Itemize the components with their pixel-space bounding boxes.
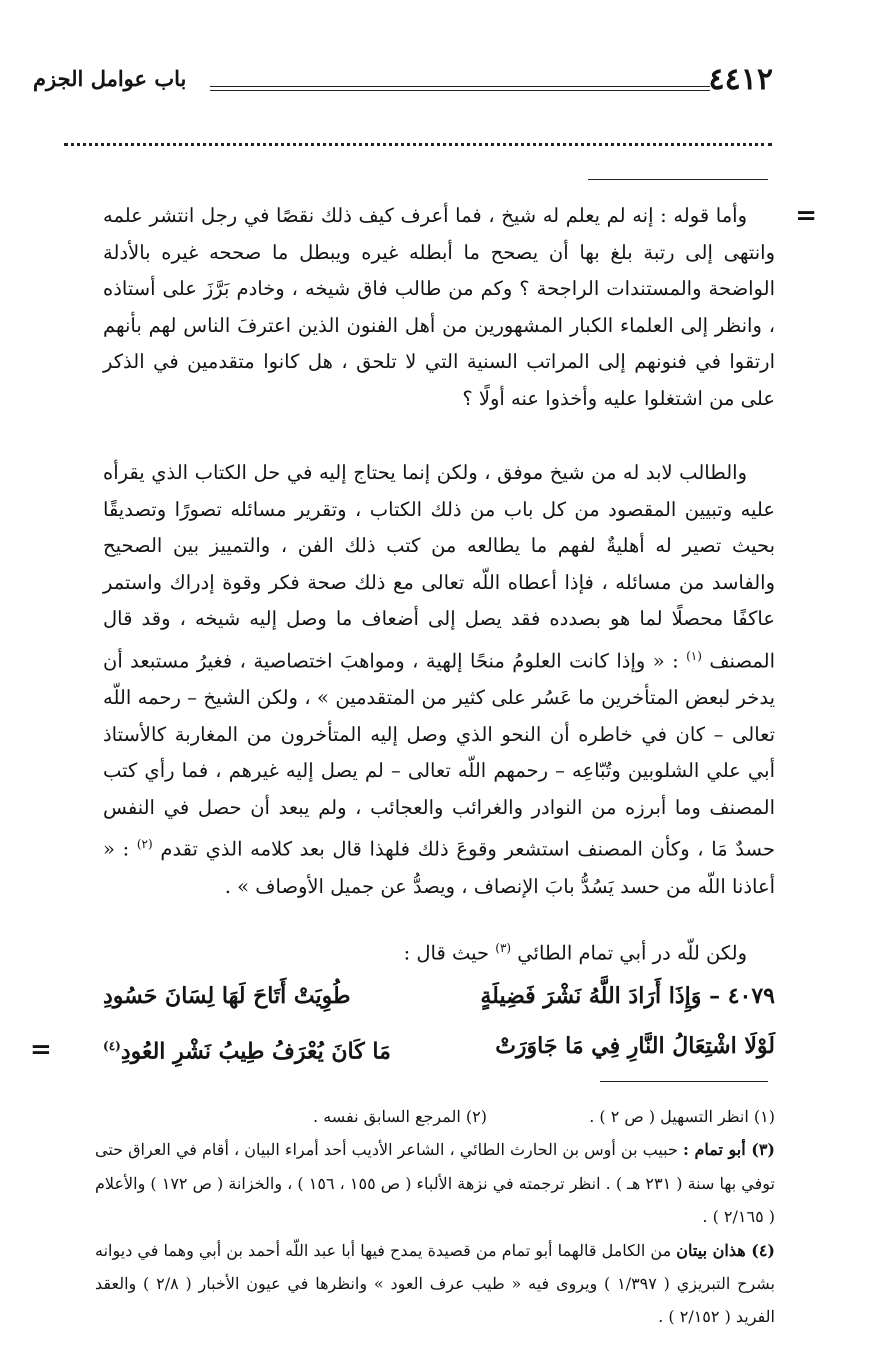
paragraph-1: [103, 198, 775, 418]
footnote-3: [95, 1133, 775, 1233]
poem-line-2-second-wrap: [103, 1024, 391, 1073]
poem-number: ٤٠٧٩ –: [709, 983, 775, 1009]
continuation-mark-start: =: [795, 201, 817, 231]
poem-line-2: [103, 1024, 775, 1073]
continuation-mark-end: =: [30, 1035, 52, 1065]
footnotes: [95, 1100, 775, 1334]
footnote-ref-1: (١): [686, 648, 702, 663]
chapter-title: باب عوامل الجزم: [33, 66, 187, 91]
footnote-rule: [600, 1081, 768, 1082]
paragraph-3-tail: حيث قال :: [403, 941, 490, 965]
quote-1: « وإذا كانت العلومُ منحًا إلهية ، ومواهبَ اختصاصية ، فغيرُ مستبعد أن يدخر لبعض المتأخرين ما عَسُر على كثير من المتقدمين » ، ولكن الشيخ – رحمه اللّه تعالى – كان في خاطره أن النحو الذي وصل إليه المتأخرون من المغاربة كالأستاذ أبي علي الشلوبين وتُبّاعِه – رحمهم اللّه تعالى – لم يصل إليه غيرهم ، فما رأي كتب المصنف وما أبرزه من النوادر والغرائب والعجائب ، ولم يبعد أن حصل في النفس حسدٌ مَا ، وكأن المصنف استشعر وقوعَ ذلك فلهذا قال بعد كلامه الذي تقدم: [103, 649, 775, 861]
footnote-3-text: حبيب بن أوس بن الحارث الطائي ، الشاعر الأديب أحد أمراء البيان ، أقام في العراق حتى توفي بها سنة ( ٢٣١ هـ ) . انظر ترجمته في نزهة الألباء ( ص ١٥٥ ، ١٥٦ ) ، والخزانة ( ص ١٧٢ ) والأعلام ( ٢/١٦٥ ) .: [95, 1140, 775, 1227]
poem-line-2-first: لَوْلَا اشْتِعَالُ النَّارِ فِي مَا جَاوَرَتْ: [495, 1033, 775, 1059]
page-number: ٤٤١٢: [708, 62, 773, 97]
quote-2: « أعاذنا اللّه من حسد يَسُدُّ بابَ الإنصاف ، ويصدُّ عن جميل الأوصاف » .: [103, 837, 775, 898]
paragraph-2-text: والطالب لابد له من شيخ موفق ، ولكن إنما يحتاج إليه في حل الكتاب الذي يقرأه عليه وتبيين المقصود من كل باب من ذلك الكتاب ، وتقرير مسائله تصورًا وتصديقًا بحيث تصير له أهليةٌ لفهم ما يطالعه من كتب ذلك الفن ، والتمييز بين الصحيح والفاسد من مسائله ، فإذا أعطاه اللّه تعالى مع ذلك صحة فكر وقوة إدراك واستمر عاكفًا محصلًا لما هو بصدده فقد يصل إلى أضعاف ما وصل إليه شيخه ، وقد قال المصنف: [103, 461, 775, 673]
poem-line-1-first-text: وَإِذَا أَرَادَ اللَّهُ نَشْرَ فَضِيلَةٍ: [480, 983, 702, 1009]
footnote-1: (١) انظر التسهيل ( ص ٢ ) .: [589, 1107, 775, 1126]
footnote-row-1: [95, 1100, 775, 1133]
header-double-rule: [210, 86, 710, 91]
paragraph-3-body: [103, 930, 775, 972]
paragraph-2-body: والطالب لابد له من شيخ موفق ، ولكن إنما يحتاج إليه في حل الكتاب الذي يقرأه عليه وتبيين المقصود من كل باب من ذلك الكتاب ، وتقرير مسائله تصورًا وتصديقًا بحيث تصير له أهليةٌ لفهم ما يطالعه من كتب ذلك الفن ، والتمييز بين الصحيح والفاسد من مسائله ، فإذا أعطاه اللّه تعالى مع ذلك صحة فكر وقوة إدراك واستمر عاكفًا محصلًا لما هو بصدده فقد يصل إلى أضعاف ما وصل إليه شيخه ، وقد قال المصنف $^{(١)}$ : « وإذا كانت العلومُ منحًا إلهية ، ومواهبَ اختصاصية ، فغيرُ مستبعد أن يدخر لبعض المتأخرين ما عَسُر على كثير من المتقدمين » ، ولكن الشيخ – رحمه اللّه تعالى – كان في خاطره أن النحو الذي وصل إليه المتأخرون من المغاربة كالأستاذ أبي علي الشلوبين وتُبّاعِه – رحمهم اللّه تعالى – لم يصل إليه غيرهم ، فما رأي كتب المصنف وما أبرزه من النوادر والغرائب والعجائب ، ولم يبعد أن حصل في النفس حسدٌ مَا ، وكأن المصنف استشعر وقوعَ ذلك فلهذا قال بعد كلامه الذي تقدم $^{(٢)}$ : « أعاذنا اللّه من حسد يَسُدُّ بابَ الإنصاف ، ويصدُّ عن جميل الأوصاف » .: [103, 461, 775, 898]
paragraph-3-text: ولكن للّه در أبي تمام الطائي: [517, 941, 747, 965]
poem-line-1: [103, 974, 775, 1018]
poem-line-2-second: مَا كَانَ يُعْرَفُ طِيبُ نَشْرِ العُودِ: [120, 1038, 391, 1065]
footnote-ref-3: (٣): [495, 941, 512, 955]
footnote-ref-4: (٤): [103, 1039, 121, 1053]
footnote-4-text: من الكامل قالهما أبو تمام من قصيدة يمدح فيها أبا عبد اللّه أحمد بن أبي وهما في ديوانه بشرح التبريزي ( ١/٣٩٧ ) ويروى فيه « طيب عرف العود » وانظرها في عيون الأخبار ( ٢/٨ ) والعقد الفريد ( ٢/١٥٢ ) .: [95, 1240, 775, 1327]
footnote-ref-2: (٢): [136, 837, 153, 852]
footnote-3-label: (٣) أبو تمام :: [682, 1140, 775, 1160]
footnote-4: [95, 1234, 775, 1334]
paragraph-3: [103, 930, 775, 972]
paragraph-2: [103, 455, 775, 905]
short-rule: [588, 179, 768, 180]
poem-line-1-second: طُوِيَتْ أَتَاحَ لَهَا لِسَانَ حَسُودِ: [103, 983, 351, 1009]
poem-line-1-first: [480, 974, 775, 1018]
dotted-separator: [64, 143, 772, 146]
paragraph-1-text: وأما قوله : إنه لم يعلم له شيخ ، فما أعرف كيف ذلك نقصًا في رجل انتشر علمه وانتهى إلى رتبة بلغ بها أن يصحح ما أبطله غيره ويبطل ما صححه غيره بالأدلة الواضحة والمستندات الراجحة ؟ وكم من طالب فاق شيخه ، وخادم بَرَّزَ على أستاذه ، وانظر إلى العلماء الكبار المشهورين من أهل الفنون الذين اعترفَ الناس لهم بأنهم ارتقوا في فنونهم إلى المراتب السنية التي لا تلحق ، هل كانوا متقدمين في الذكر على من اشتغلوا عليه وأخذوا عنه أولًا ؟: [103, 204, 775, 410]
footnote-2: (٢) المرجع السابق نفسه .: [313, 1107, 487, 1126]
footnote-4-label: (٤) هذان بيتان: [676, 1240, 775, 1260]
